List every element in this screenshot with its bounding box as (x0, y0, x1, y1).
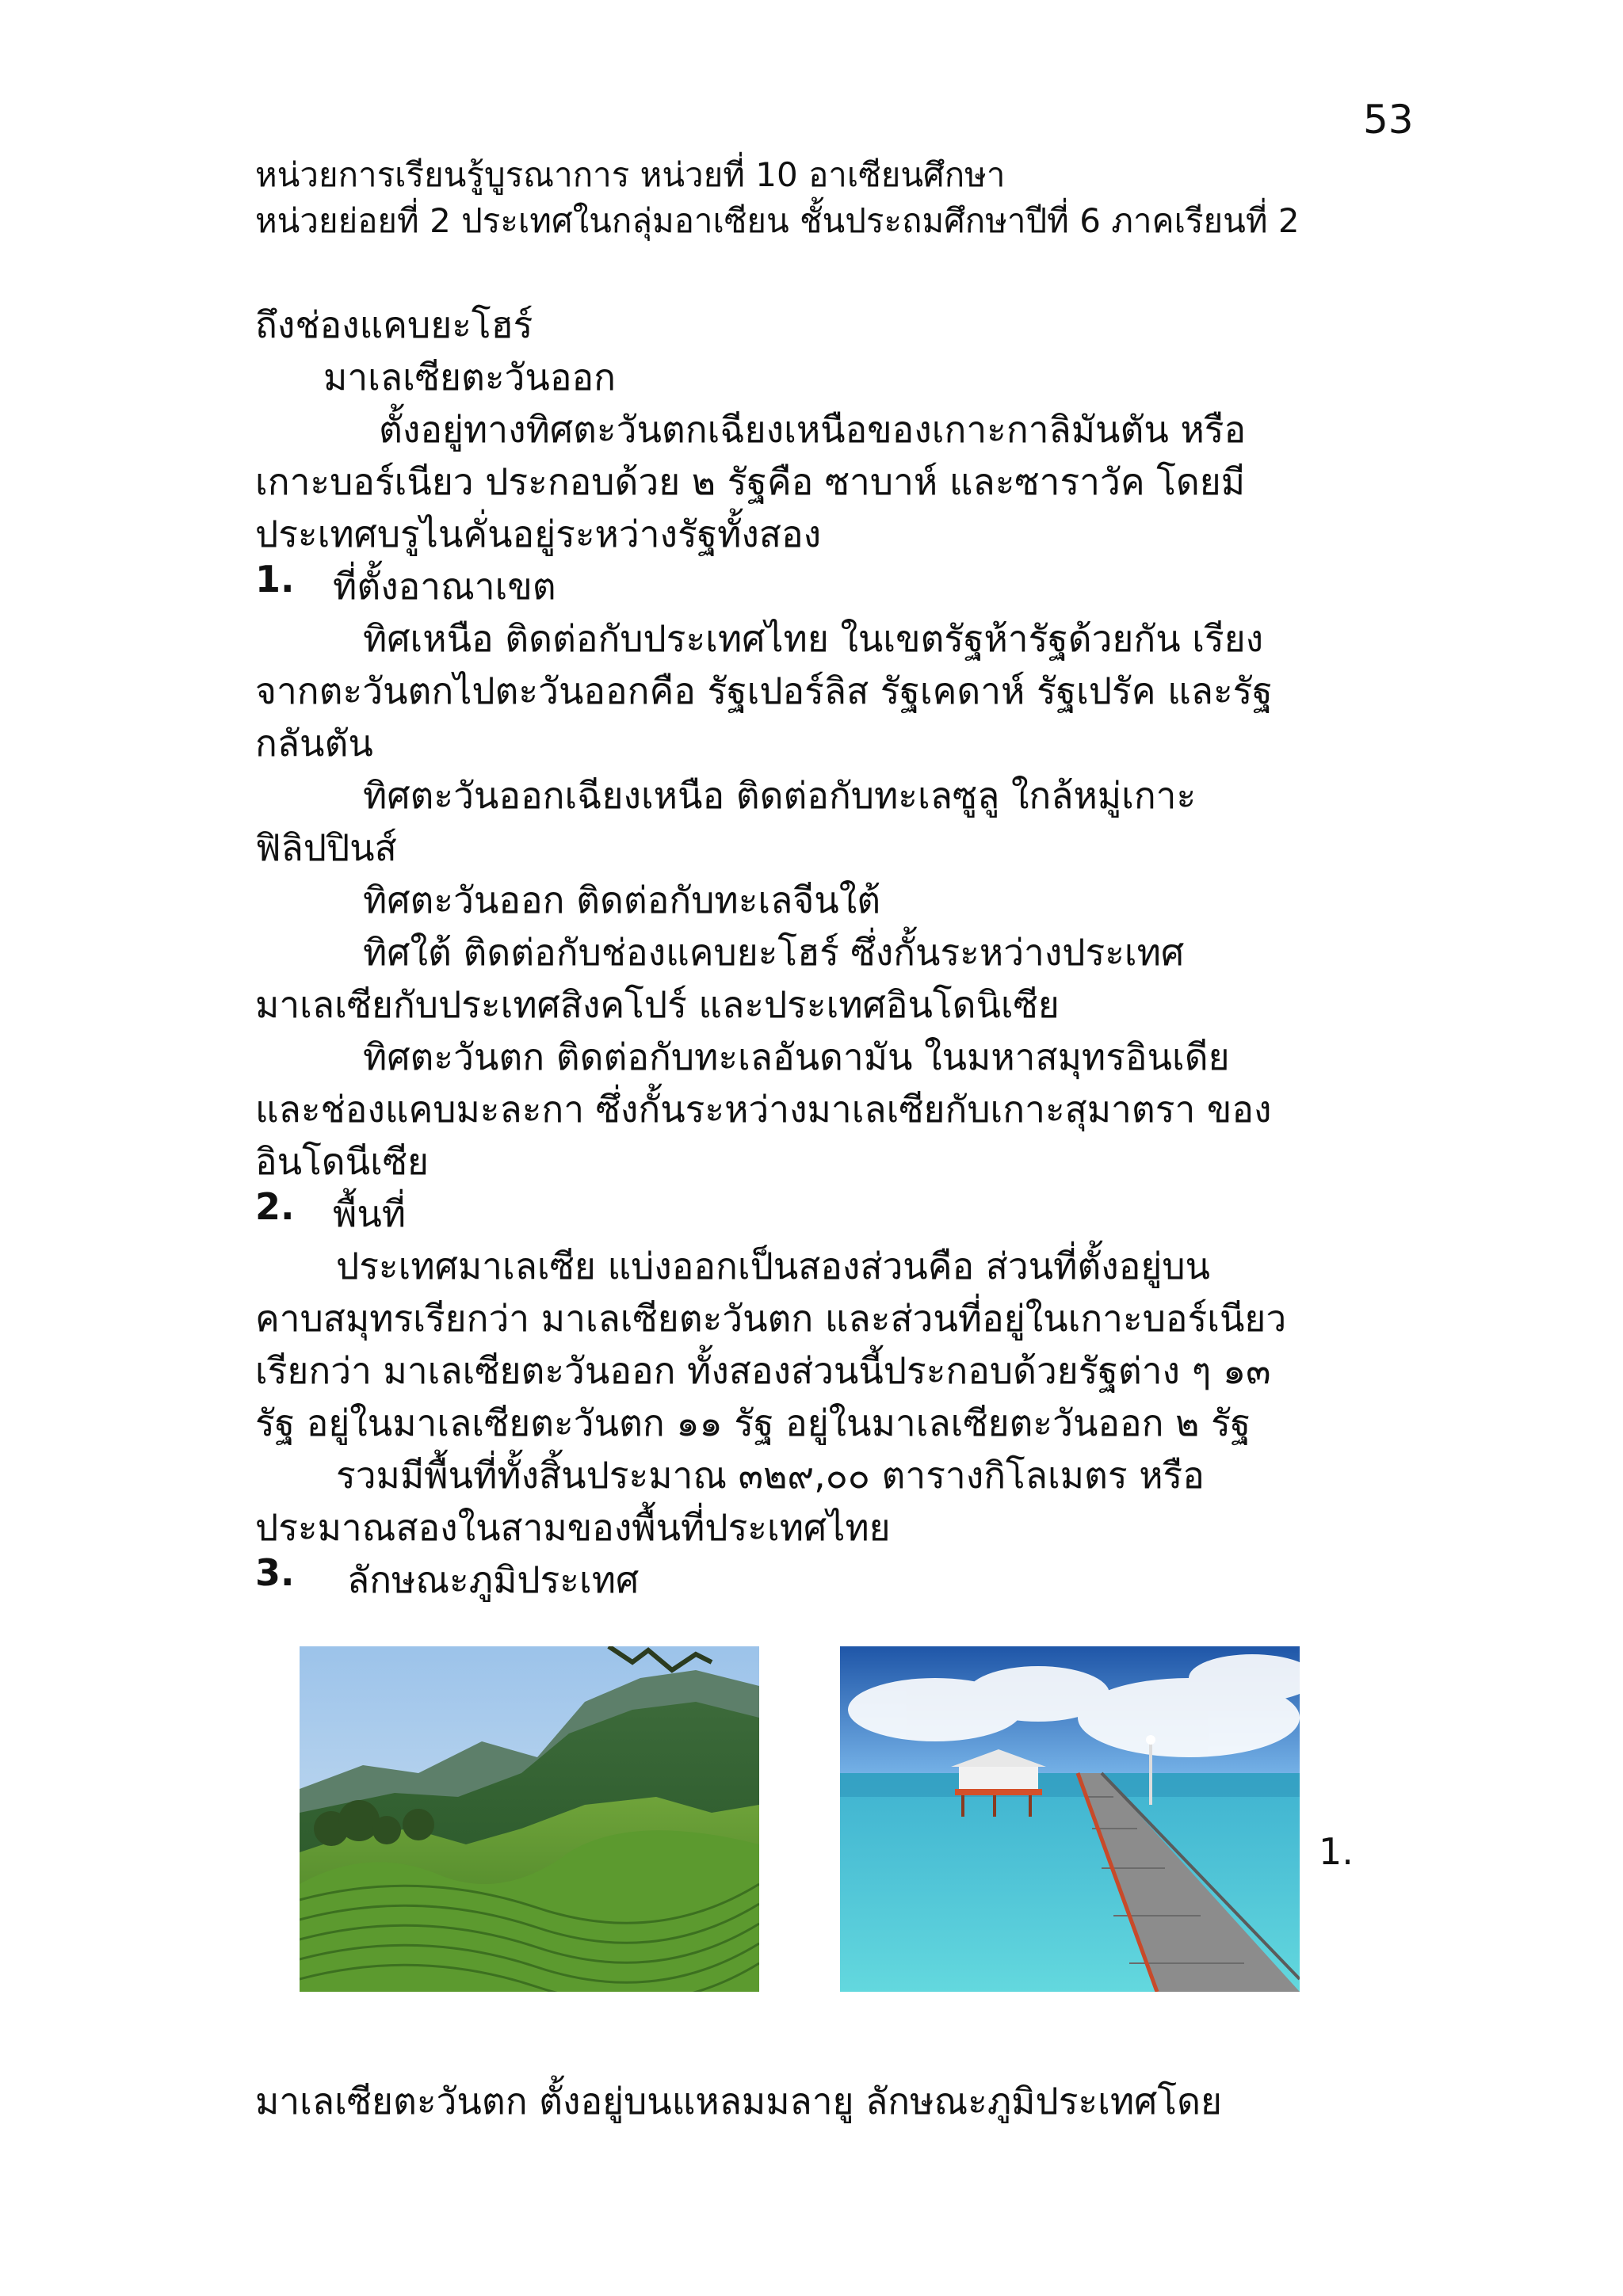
sea-pier-illustration (840, 1646, 1300, 1992)
header-line-1: หน่วยการเรียนรู้บูรณาการ หน่วยที่ 10 อาเซียนศึกษา (255, 155, 1006, 194)
tea-plantation-photo (300, 1646, 759, 1992)
section-2-title: พื้นที่ (333, 1192, 407, 1235)
tea-plantation-illustration (300, 1646, 759, 1992)
text-line: รัฐ อยู่ในมาเลเซียตะวันตก ๑๑ รัฐ อยู่ในมาเลเซียตะวันออก ๒ รัฐ (255, 1402, 1251, 1444)
text-line: กลันตัน (255, 722, 373, 765)
text-line: ทิศเหนือ ติดต่อกับประเทศไทย ในเขตรัฐห้ารัฐด้วยกัน เรียง (363, 617, 1264, 660)
text-line: คาบสมุทรเรียกว่า มาเลเซียตะวันตก และส่วนที่อยู่ในเกาะบอร์เนียว (255, 1297, 1287, 1340)
subheading-east-malaysia: มาเลเซียตะวันออก (323, 356, 616, 399)
text-line: ทิศตะวันออก ติดต่อกับทะเลจีนใต้ (363, 879, 881, 921)
figure-number: 1. (1319, 1830, 1354, 1873)
section-1-title: ที่ตั้งอาณาเขต (333, 565, 556, 608)
text-line: ทิศใต้ ติดต่อกับช่องแคบยะโฮร์ ซึ่งกั้นระหว่างประเทศ (363, 931, 1185, 974)
text-line: มาเลเซียกับประเทศสิงคโปร์ และประเทศอินโดนิเซีย (255, 983, 1060, 1026)
text-line: ตั้งอยู่ทางทิศตะวันตกเฉียงเหนือของเกาะกาลิมันตัน หรือ (379, 408, 1247, 451)
text-line: ประเทศมาเลเซีย แบ่งออกเป็นสองส่วนคือ ส่วนที่ตั้งอยู่บน (336, 1245, 1210, 1287)
section-1-number: 1. (255, 558, 295, 601)
sea-pier-photo (840, 1646, 1300, 1992)
text-line: ประเทศบรูไนคั่นอยู่ระหว่างรัฐทั้งสอง (255, 513, 822, 555)
text-line: ทิศตะวันออกเฉียงเหนือ ติดต่อกับทะเลซูลู ใกล้หมู่เกาะ (363, 774, 1197, 817)
text-line: ถึงช่องแคบยะโฮร์ (255, 303, 533, 346)
text-line: ประมาณสองในสามของพื้นที่ประเทศไทย (255, 1506, 891, 1549)
text-line: อินโดนีเซีย (255, 1140, 429, 1183)
text-line: เกาะบอร์เนียว ประกอบด้วย ๒ รัฐคือ ซาบาห์ และซาราวัค โดยมี (255, 460, 1246, 503)
section-2-number: 2. (255, 1185, 295, 1228)
header-line-2: หน่วยย่อยที่ 2 ประเทศในกลุ่มอาเซียน ชั้นประถมศึกษาปีที่ 6 ภาคเรียนที่ 2 (255, 201, 1300, 240)
text-line: รวมมีพื้นที่ทั้งสิ้นประมาณ ๓๒๙,๐๐ ตารางกิโลเมตร หรือ (336, 1454, 1205, 1497)
text-line: มาเลเซียตะวันตก ตั้งอยู่บนแหลมมลายู ลักษณะภูมิประเทศโดย (255, 2080, 1222, 2122)
text-line: และช่องแคบมะละกา ซึ่งกั้นระหว่างมาเลเซียกับเกาะสุมาตรา ของ (255, 1088, 1272, 1131)
text-line: ทิศตะวันตก ติดต่อกับทะเลอันดามัน ในมหาสมุทรอินเดีย (363, 1035, 1230, 1078)
section-3-number: 3. (255, 1551, 295, 1594)
text-line: เรียกว่า มาเลเซียตะวันออก ทั้งสองส่วนนี้ประกอบด้วยรัฐต่าง ๆ ๑๓ (255, 1349, 1271, 1392)
text-line: จากตะวันตกไปตะวันออกคือ รัฐเปอร์ลิส รัฐเคดาห์ รัฐเปรัค และรัฐ (255, 669, 1273, 712)
text-line: ฟิลิปปินส์ (255, 826, 397, 869)
section-3-title: ลักษณะภูมิประเทศ (347, 1558, 640, 1601)
page-number: 53 (1363, 97, 1414, 143)
